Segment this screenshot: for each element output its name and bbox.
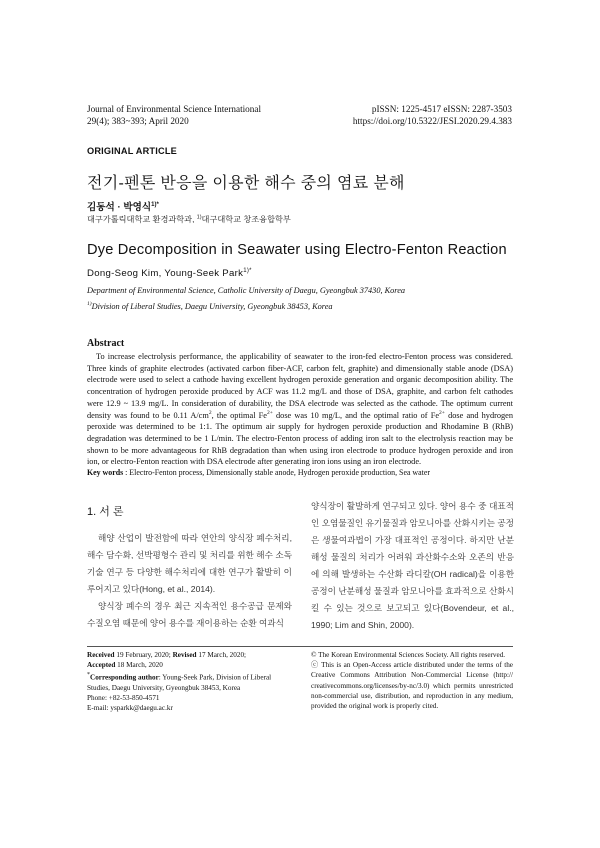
footnote-divider xyxy=(87,646,513,647)
email-link[interactable]: E-mail: ysparkk@daegu.ac.kr xyxy=(87,704,173,713)
english-authors xyxy=(87,268,252,279)
article-type: ORIGINAL ARTICLE xyxy=(87,146,177,156)
revised-date: 17 March, 2020; xyxy=(196,651,247,659)
journal-header-right xyxy=(353,104,512,127)
korean-title: 전기-펜톤 반응을 이용한 해수 중의 염료 분해 xyxy=(87,175,405,192)
abstract-heading: Abstract xyxy=(87,338,125,349)
korean-author-mark: 1)* xyxy=(151,201,159,208)
abstract-text-2: , the optimal Fe xyxy=(211,410,267,420)
issn: pISSN: 1225-4517 eISSN: 2287-3503 xyxy=(371,104,512,114)
english-affil-2-line xyxy=(87,298,405,313)
abstract-text-1: To increase electrolysis performance, the applicability of seawater to the iron-fed electro-Fenton process was considered. Three kinds of graphite electrodes (activated carbon fiber-ACF, carbon felt, graphite) and dimensionally stable anode (DSA) electrode were used to select a cathode having excellent hydrogen peroxide generation and organic decomposition ability. The concentration of hydrogen peroxide produced by ACF was 11.2 mg/L and those of DSA, graphite, and carbon felt cathodes were 12.9 ~ 13.9 mg/L. In consideration of durability, the DSA electrode was selected as the cathode. The optimum current density was found to be 0.11 A/cm xyxy=(87,352,513,420)
korean-affil-mark: 1) xyxy=(196,214,202,221)
received-date: 19 February, 2020; xyxy=(114,651,173,659)
copyright: © The Korean Environmental Sciences Society. All rights reserved. xyxy=(311,651,506,659)
intro-paragraph-3: 양식장이 활발하게 연구되고 있다. 양어 용수 중 대표적인 오염물질인 유기물질과 암모니아를 산화시키는 공정은 생물여과법이 가장 대표적인 공정이다. 하지만 난분해성 물질의 처리가 어려워 과산화수소와 오존의 반응에 의해 발생하는 수산화 라디칼(OH radical)을 이용한 공정이 난분해성 물질과 암모니아를 효과적으로 산화시킬 수 있는 것으로 보고되고 있다(Bovendeur, et al., 1990; Lim and Shin, 2000). xyxy=(311,501,514,630)
keywords-label: Key words xyxy=(87,468,124,477)
korean-affiliations xyxy=(87,214,291,225)
right-column xyxy=(311,498,514,634)
abstract-text-4: dose and hydrogen peroxide was determined to be 1:1. The optimum air supply for hydrogen peroxide production and Rhodamine B (RhB) degradation was determined to be 1 L/min. The electro-Fenton process of adding iron salt to the electrolysis reaction may be shown to be more advantageous for RhB degradation than when using iron electrode to produce hydrogen peroxide and iron ion, or electro-Fenton reaction with DSA electrode after generating iron ions using an iron electrode. xyxy=(87,410,513,467)
accepted-line xyxy=(87,660,287,670)
abstract-sup-1: 2 xyxy=(208,409,212,416)
article-footnote-left xyxy=(87,650,287,714)
keywords xyxy=(87,467,513,478)
english-affil-2: Division of Liberal Studies, Daegu University, Gyeongbuk 38453, Korea xyxy=(91,301,333,311)
english-affil-2-mark: 1) xyxy=(87,300,92,307)
license-text: ⓒ This is an Open-Access article distributed under the terms of the Creative Commons Attribution Non-Commercial License (http:// creativecommons.org/licenses/by-nc/3.0) which permits unrestricted non-commercial use, distribution, and reproduction in any medium, provided the original work is properly cited. xyxy=(311,661,513,711)
corresponding-label: Corresponding author xyxy=(90,673,159,682)
revised-label: Revised xyxy=(172,651,197,659)
korean-authors xyxy=(87,199,159,213)
article-footnote-right xyxy=(311,650,513,711)
doi-link[interactable]: https://doi.org/10.5322/JESI.2020.29.4.383 xyxy=(352,115,512,126)
corresponding-author xyxy=(87,670,287,693)
intro-paragraph-1: 해양 산업이 발전함에 따라 연안의 양식장 폐수처리, 해수 담수화, 선박평형수 관리 및 처리를 위한 해수 소독기술 연구 등 다양한 해수처리에 대한 연구가 활발히 이루어지고 있다(Hong, et al., 2014). xyxy=(87,533,292,594)
korean-affil-2: 대구대학교 창조융합학부 xyxy=(201,215,291,224)
keywords-text: : Electro-Fenton process, Dimensionally stable anode, Hydrogen peroxide production, Sea water xyxy=(123,468,430,477)
left-column xyxy=(87,530,292,632)
abstract-sup-3: 2+ xyxy=(439,409,445,416)
korean-author-names: 김동석 · 박영식 xyxy=(87,202,152,213)
english-affil-1: Department of Environmental Science, Catholic University of Daegu, Gyeongbuk 37430, Korea xyxy=(87,286,406,295)
corresponding-text: : Young-Seek Park, Division of Liberal Studies, Daegu University, Gyeongbuk 38453, Korea xyxy=(87,673,272,692)
intro-paragraph-2: 양식장 폐수의 경우 최근 지속적인 용수공급 문제와 수질오염 때문에 양어 용수를 재이용하는 순환 여과식 xyxy=(87,601,292,628)
journal-name: Journal of Environmental Science International xyxy=(87,104,261,114)
english-title: Dye Decomposition in Seawater using Electro-Fenton Reaction xyxy=(87,242,507,258)
corresponding-mark: * xyxy=(87,672,90,679)
english-author-names: Dong-Seog Kim, Young-Seek Park xyxy=(87,268,244,280)
accepted-date: 18 March, 2020 xyxy=(115,661,163,670)
volume-info: 29(4); 383~393; April 2020 xyxy=(87,115,189,126)
korean-affil-1: 대구가톨릭대학교 환경과학과, xyxy=(87,215,197,224)
english-affiliations xyxy=(87,285,405,313)
section-heading-introduction: 1. 서 론 xyxy=(87,506,124,518)
abstract-text-3: dose was 10 mg/L, and the optimal ratio of Fe xyxy=(272,410,440,420)
accepted-label: Accepted xyxy=(87,661,116,670)
abstract-sup-2: 2+ xyxy=(266,409,273,416)
received-label: Received xyxy=(87,651,115,659)
english-author-mark: 1)* xyxy=(243,268,252,274)
received-dates xyxy=(87,650,287,660)
abstract-body xyxy=(87,351,513,468)
journal-header-left xyxy=(87,104,261,127)
phone: Phone: +82-53-850-4571 xyxy=(87,694,160,703)
